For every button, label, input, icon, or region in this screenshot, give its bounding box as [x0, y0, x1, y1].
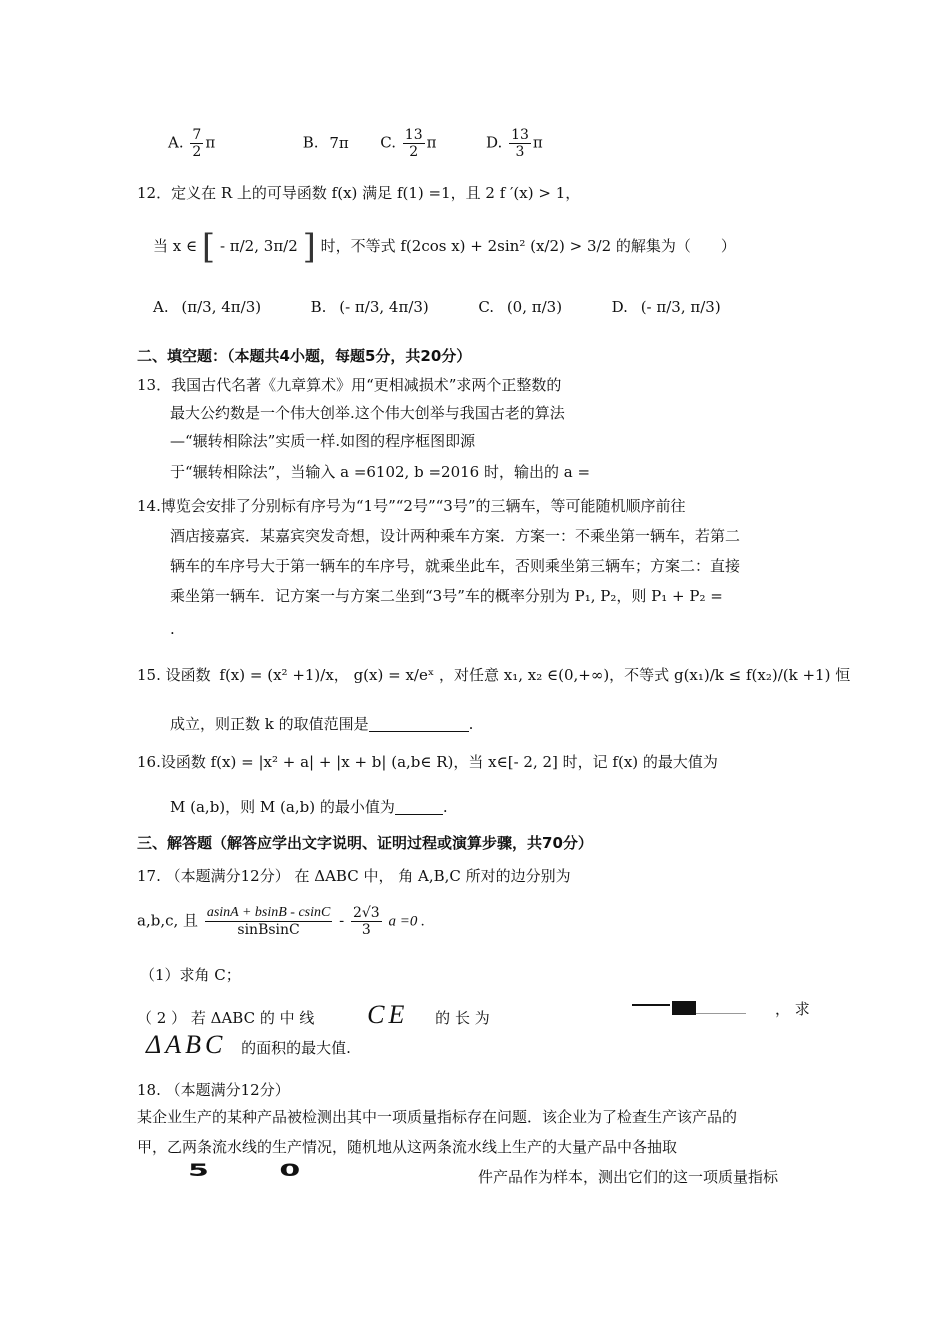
- q18-sample-count: 5 0: [188, 1161, 331, 1181]
- q14-line-2: 酒店接嘉宾．某嘉宾突发奇想，设计两种乘车方案．方案一：不乘坐第一辆车，若第二: [170, 527, 741, 545]
- q18-header: 18. （本题满分12分）: [137, 1081, 290, 1099]
- q17-length-label: 的 长 为: [435, 1009, 490, 1027]
- q12-options: [153, 300, 721, 315]
- q11-option-d-fraction: $\frac{13}{3}$: [511, 127, 529, 160]
- q16-answer-blank[interactable]: [395, 800, 443, 815]
- q12-option-c-text: (0, π/3): [506, 298, 563, 316]
- q12-option-d-text: (- π/3, π/3): [640, 298, 721, 316]
- q12-inequality: 时，不等式 f(2cos x) + 2sin² (x/2) > 3/2 的解集为（ ）: [320, 237, 736, 255]
- q15-answer-blank[interactable]: [369, 717, 469, 732]
- q15-line-2: 成立，则正数 k 的取值范围是 .: [170, 715, 474, 733]
- q11-option-a-fraction: $\frac{7}{2}$: [192, 127, 202, 160]
- q16-line-1: 16.设函数 f(x) = |x² + a| + |x + b| (a,b∈ R)，当 x∈[- 2, 2] 时，记 f(x) 的最大值为: [137, 753, 718, 771]
- q16-line-2: M (a,b)，则 M (a,b) 的最小值为 .: [170, 798, 448, 816]
- q12-option-c-label: C.: [478, 298, 495, 316]
- q12-option-b-text: (- π/3, 4π/3): [339, 298, 429, 316]
- q12-domain-prefix: 当 x ∈: [153, 237, 198, 255]
- q18-line-1: 某企业生产的某种产品被检测出其中一项质量指标存在问题．该企业为了检查生产该产品的: [137, 1108, 738, 1126]
- q14-line-5: .: [170, 620, 175, 638]
- q13-line-1: 13．我国古代名著《九章算术》用“更相减损术”求两个正整数的: [137, 376, 562, 394]
- q17-part-2-line-2: [146, 1032, 351, 1058]
- q17-part-1: （1）求角 C；: [140, 966, 241, 984]
- q12-option-b-label: B.: [310, 298, 327, 316]
- q11-option-b-label: B.: [302, 133, 319, 152]
- q17-part-2-intro: （ 2 ） 若 ΔABC 的 中 线: [137, 1009, 315, 1027]
- q12-option-a-text: (π/3, 4π/3): [181, 298, 262, 316]
- q11-option-b-text: 7π: [329, 133, 349, 152]
- q14-line-3: 辆车的车序号大于第一辆车的车序号，就乘坐此车，否则乘坐第三辆车；方案二：直接: [170, 557, 741, 575]
- q15-prefix: 15. 设函数: [137, 666, 211, 684]
- q16-question: M (a,b)，则 M (a,b) 的最小值为: [170, 798, 395, 816]
- q13-line-3: —“辗转相除法”实质一样.如图的程序框图即源: [170, 432, 476, 450]
- q17-header: 17. （本题满分12分） 在 ΔABC 中， 角 A,B,C 所对的边分别为: [137, 867, 571, 885]
- section-3-title: 三、解答题（解答应学出文字说明、证明过程或演算步骤，共70分）: [137, 834, 593, 852]
- q15-inequality: g(x₁)/k ≤ f(x₂)/(k +1): [673, 666, 831, 684]
- q12-interval-left: - π/2: [219, 237, 255, 255]
- q15-question: 成立，则正数 k 的取值范围是: [170, 715, 369, 733]
- q12-option-a-label: A.: [153, 298, 169, 316]
- q13-line-2: 最大公约数是一个伟大创举.这个伟大创举与我国古老的算法: [170, 404, 565, 422]
- q15-condition: ，对任意 x₁, x₂ ∈(0,+∞)，不等式: [438, 666, 670, 684]
- q17-eq-fraction: $\frac{asinA + bsinB - csinC}{\text{sinBsinC}}$: [206, 905, 331, 938]
- q17-redacted-value-line: [632, 1004, 670, 1006]
- q17-eq-coefficient: $\frac{2√3}{3}$: [352, 905, 380, 938]
- q15-line-1: 15. 设函数 f(x) = (x² +1)/x， g(x) = x/eˣ ，对任意 x₁, x₂ ∈(0,+∞)，不等式 g(x₁)/k ≤ f(x₂)/(k +1) 恒: [137, 666, 851, 684]
- q18-line-3: 件产品作为样本，测出它们的这一项质量指标: [478, 1168, 779, 1186]
- section-2-title: 二、填空题：（本题共4小题，每题5分，共20分）: [137, 347, 472, 365]
- q15-f-definition: f(x) = (x² +1)/x: [219, 666, 334, 684]
- q11-option-c-label: C.: [380, 133, 396, 152]
- q17-triangle-abc: ΔABC: [146, 1030, 227, 1059]
- q15-g-definition: g(x) = x/eˣ: [353, 666, 435, 684]
- q11-option-a-label: A.: [168, 133, 184, 152]
- q17-redacted-value-tail: [696, 1013, 746, 1014]
- q11-option-c-fraction: $\frac{13}{2}$: [404, 127, 423, 160]
- q17-equation: a,b,c, 且 $\frac{asinA + bsinB - csinC}{\text{sinBsinC}}$ - $\frac{2√3}{3}$ a =0 .: [137, 905, 425, 938]
- q11-option-d-label: D.: [486, 133, 503, 152]
- q17-redacted-value-block: [672, 1001, 696, 1015]
- q17-eq-end: a =0 .: [388, 913, 425, 930]
- q17-eq-prefix: a,b,c, 且: [137, 911, 199, 930]
- q13-line-4: 于“辗转相除法”，当输入 a =6102, b =2016 时，输出的 a =: [170, 463, 591, 481]
- q11-options: A. $\frac{7}{2}$ π B. 7π C. $\frac{13}{2}$ π D. $\frac{13}{3}$ π: [168, 127, 543, 160]
- q17-part-2-end: 的面积的最大值.: [241, 1039, 351, 1057]
- q12-line-1: 12．定义在 R 上的可导函数 f(x) 满足 f(1) =1，且 2 f ′(x) > 1，: [137, 184, 581, 202]
- q17-median-ce: CE: [367, 1000, 409, 1029]
- q12-option-d-label: D.: [611, 298, 628, 316]
- q15-tail: 恒: [835, 666, 851, 684]
- q17-part-2-line-1: [137, 1002, 490, 1028]
- q17-part-2-ask: ， 求: [775, 1000, 810, 1018]
- q12-interval-right: 3π/2: [263, 237, 298, 255]
- q12-line-2: 当 x ∈ [ - π/2, 3π/2 ] 时，不等式 f(2cos x) + 2sin² (x/2) > 3/2 的解集为（ ）: [153, 227, 736, 267]
- q14-line-1: 14.博览会安排了分别标有序号为“1号”“2号”“3号”的三辆车，等可能随机顺序前往: [137, 497, 686, 515]
- q18-line-2: 甲，乙两条流水线的生产情况，随机地从这两条流水线上生产的大量产品中各抽取: [137, 1138, 678, 1156]
- q14-line-4: 乘坐第一辆车．记方案一与方案二坐到“3号”车的概率分别为 P₁, P₂，则 P₁ + P₂ =: [170, 587, 723, 605]
